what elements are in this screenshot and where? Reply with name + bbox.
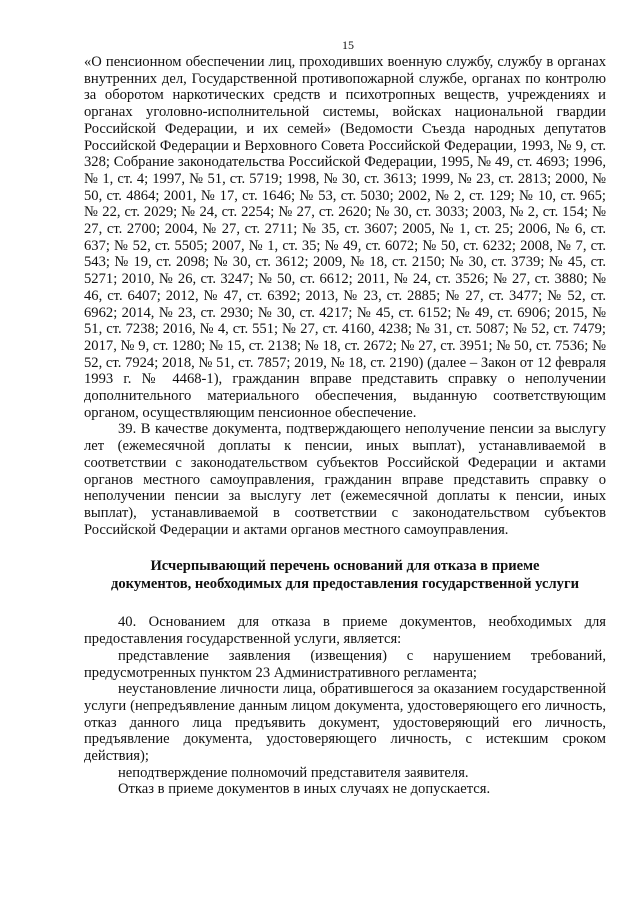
paragraph-refusal-not-allowed: Отказ в приеме документов в иных случаях не допускается. bbox=[118, 781, 491, 798]
section-heading-line-1: Исчерпывающий перечень оснований для отказа в приеме bbox=[150, 558, 540, 575]
paragraph-40: 40. Основанием для отказа в приеме документов, необходимых для предоставления государственной услуги, является: bbox=[84, 614, 606, 648]
section-heading-line-2: документов, необходимых для предоставления государственной услуги bbox=[111, 575, 579, 592]
document-page bbox=[84, 38, 606, 798]
section-heading bbox=[84, 558, 606, 593]
page-number: 15 bbox=[342, 38, 354, 52]
list-item-application-violation: представление заявления (извещения) с нарушением требований, предусмотренных пунктом 23 Административного регламента; bbox=[84, 647, 606, 681]
paragraph-39: 39. В качестве документа, подтверждающего неполучение пенсии за выслугу лет (ежемесячной доплаты к пенсии, иных выплат), устанавливаемой в соответствии с законодательством субъектов Российской Федерации и актами органов местного самоуправления, гражданин вправе представить справку о неполучении пенсии за выслугу лет (ежемесячной доплаты к пенсии, иных выплат), устанавливаемой в соответствии с законодательством субъектов Российской Федерации и актами органов местного самоуправления. bbox=[84, 421, 606, 538]
paragraph-law-citation: «О пенсионном обеспечении лиц, проходивших военную службу, службу в органах внутренних дел, Государственной противопожарной службе, органах по контролю за оборотом наркотических средств и психотропных веществ, учреждениях и органах уголовно-исполнительной системы, войсках национальной гвардии Российской Федерации, и их семей» (Ведомости Съезда народных депутатов Российской Федерации и Верховного Совета Российской Федерации, 1993, № 9, ст. 328; Собрание законодательства Российской Федерации, 1995, № 49, ст. 4693; 1996, № 1, ст. 4; 1997, № 51, ст. 5719; 1998, № 30, ст. 3613; 1999, № 23, ст. 2813; 2000, № 50, ст. 4864; 2001, № 17, ст. 1646; № 53, ст. 5030; 2002, № 2, ст. 129; № 10, ст. 965; № 22, ст. 2029; № 24, ст. 2254; № 27, ст. 2620; № 30, ст. 3033; 2003, № 2, ст. 154; № 27, ст. 2700; 2004, № 27, ст. 2711; № 35, ст. 3607; 2005, № 1, ст. 25; 2006, № 6, ст. 637; № 52, ст. 5505; 2007, № 1, ст. 35; № 49, ст. 6072; № 50, ст. 6232; 2008, № 7, ст. 543; № 19, ст. 2098; № 30, ст. 3612; 2009, № 18, ст. 2150; № 30, ст. 3739; № 45, ст. 5271; 2010, № 26, ст. 3247; № 50, ст. 6612; 2011, № 24, ст. 3526; № 27, ст. 3880; № 46, ст. 6407; 2012, № 47, ст. 6392; 2013, № 23, ст. 2885; № 27, ст. 3477; № 52, ст. 6962; 2014, № 23, ст. 2930; № 30, ст. 4217; № 45, ст. 6152; № 49, ст. 6906; 2015, № 51, ст. 7238; 2016, № 4, ст. 551; № 27, ст. 4160, 4238; № 31, ст. 5087; № 52, ст. 7479; 2017, № 9, ст. 1280; № 15, ст. 2138; № 18, ст. 2672; № 27, ст. 3951; № 50, ст. 7536; № 52, ст. 7924; 2018, № 51, ст. 7857; 2019, № 18, ст. 2190) (далее – Закон от 12 февраля 1993 г. № 4468-1), гражданин вправе представить справку о неполучении дополнительного материального обеспечения, выданную соответствующим органом, осуществляющим пенсионное обеспечение. bbox=[84, 54, 606, 421]
list-item-identity-not-established: неустановление личности лица, обратившегося за оказанием государственной услуги (непредъявление данным лицом документа, удостоверяющего его личность, отказ данного лица предъявить документ, удостоверяющий его личность, предъявление документа, удостоверяющего личность, с истекшим сроком действия); bbox=[84, 681, 606, 765]
list-item-authority-not-confirmed: неподтверждение полномочий представителя заявителя. bbox=[118, 764, 469, 781]
